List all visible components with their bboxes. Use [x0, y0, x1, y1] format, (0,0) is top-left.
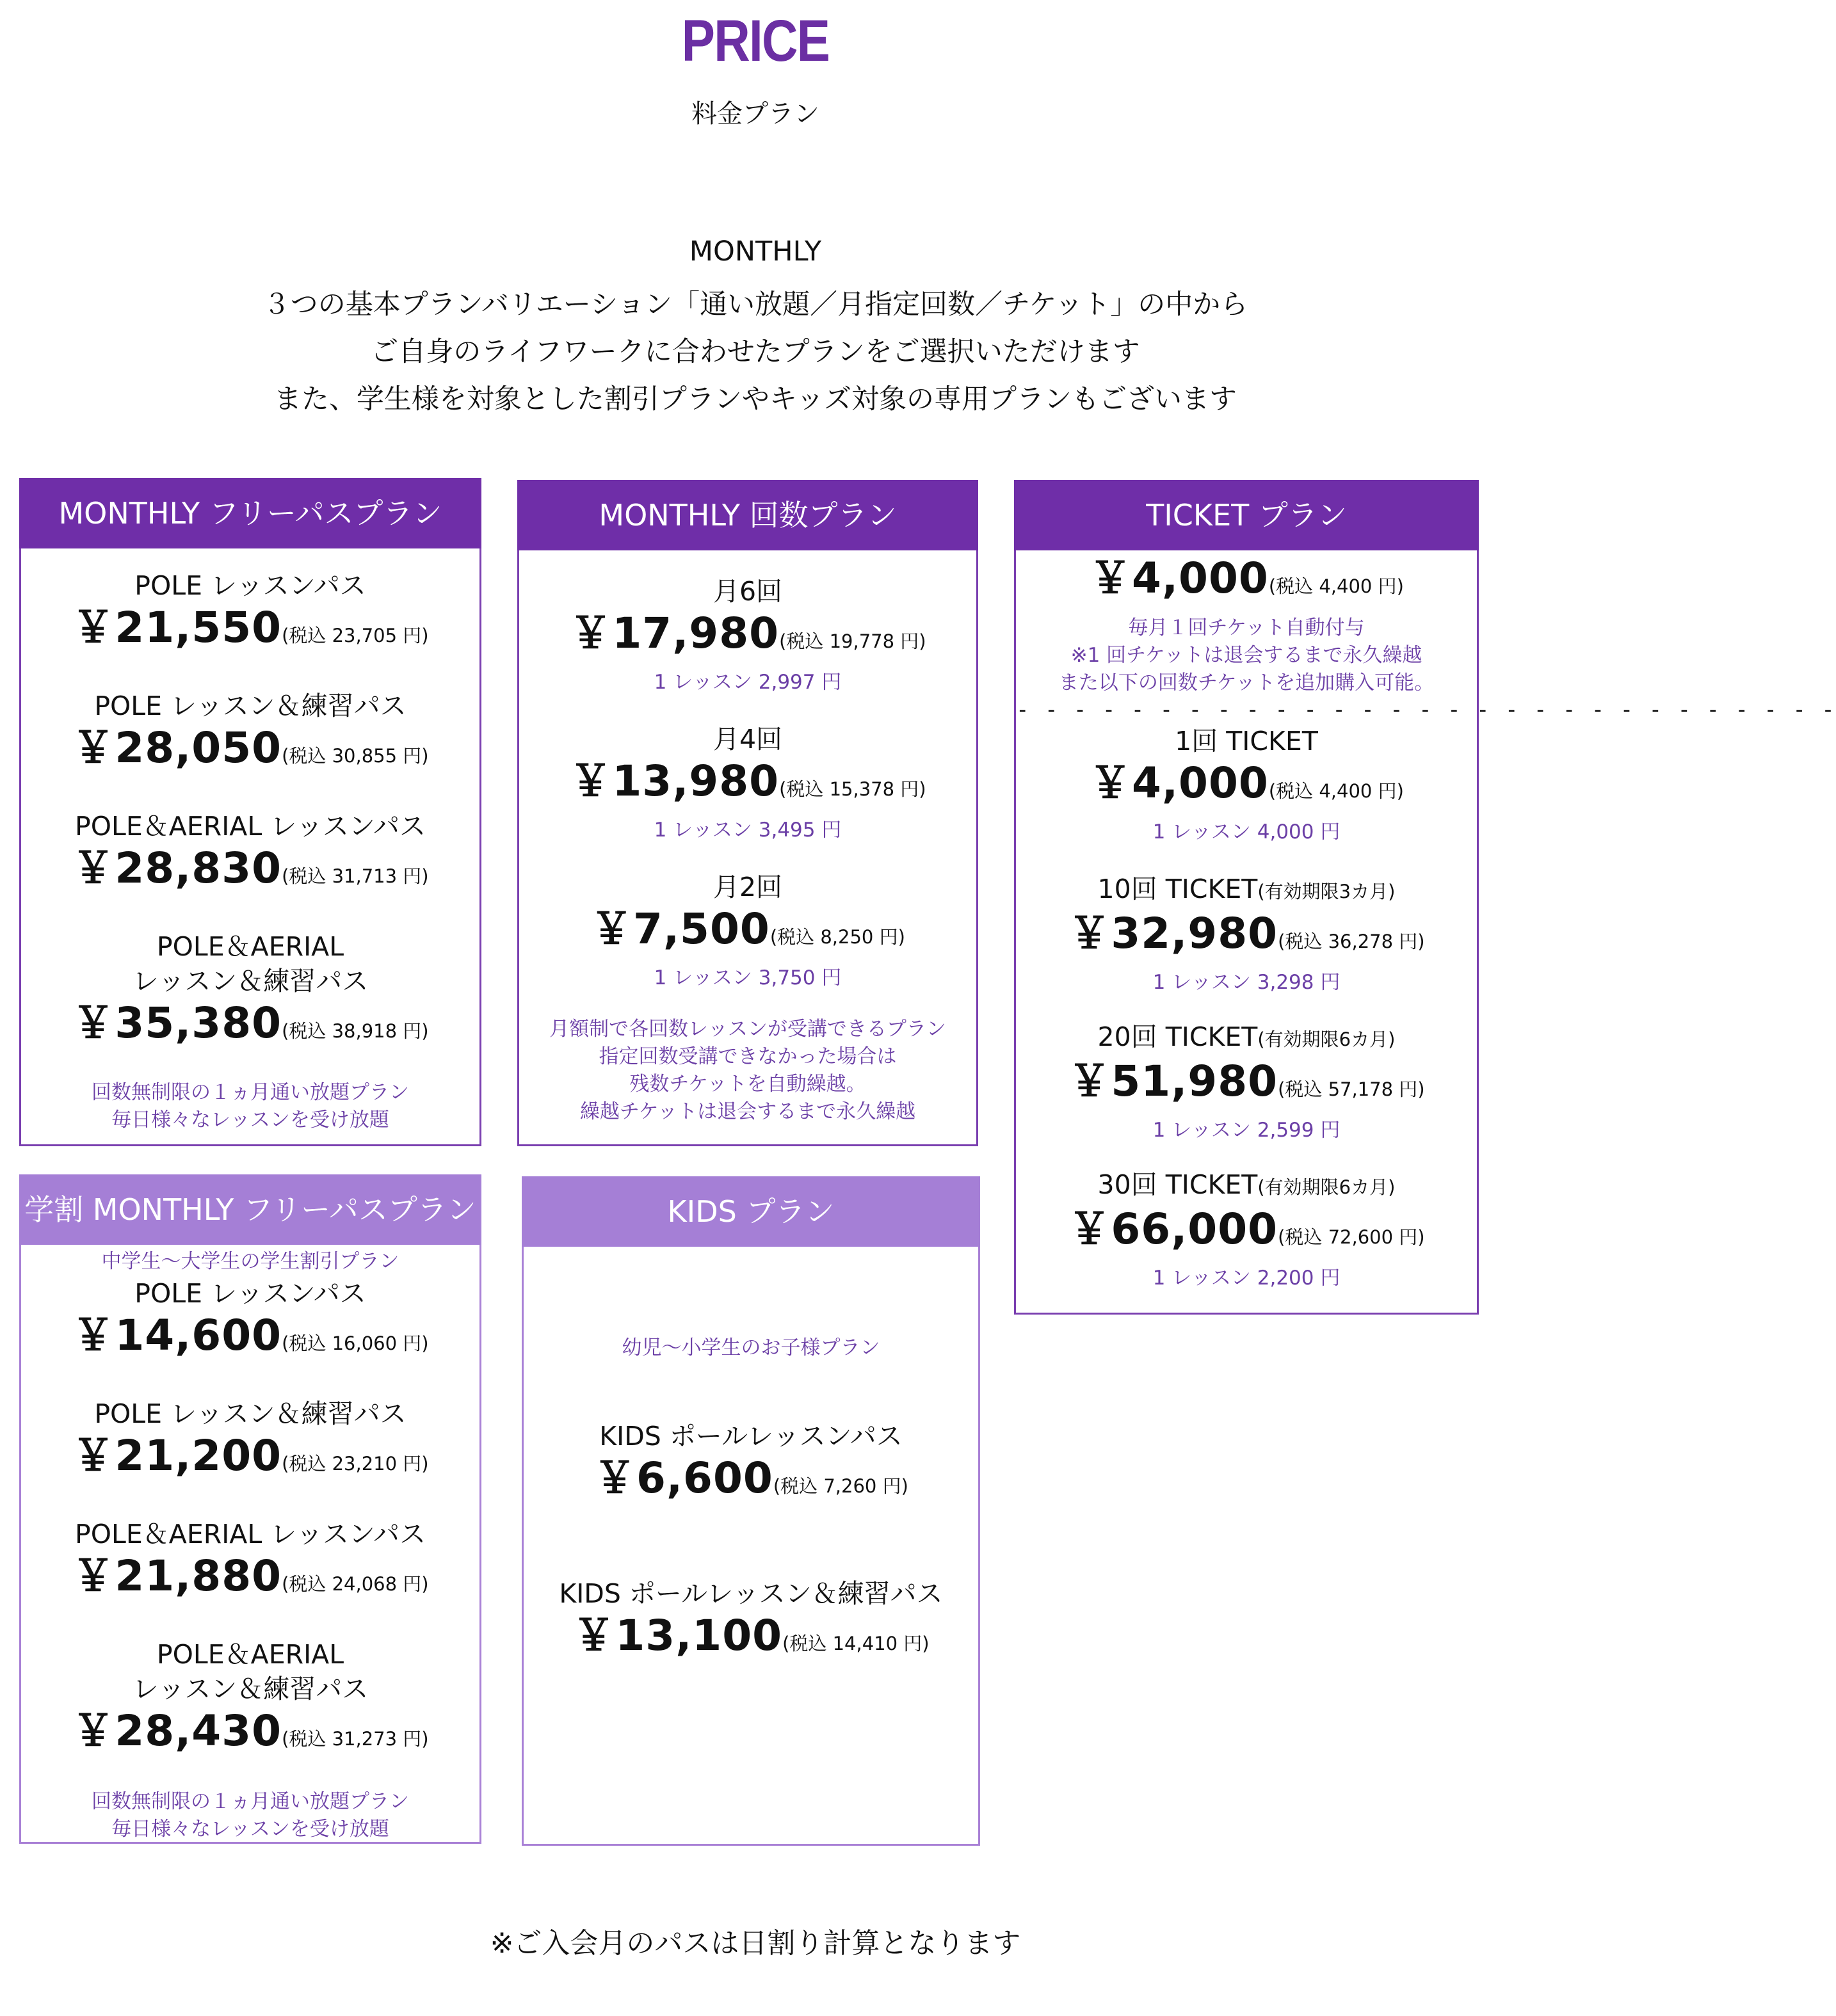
tax-price: (税込 19,778 円) — [779, 630, 926, 652]
ticket-item — [1016, 724, 1477, 845]
tax-price: (税込 24,068 円) — [282, 1573, 429, 1595]
tax-price: (税込 7,260 円) — [773, 1475, 908, 1497]
tax-price: (税込 4,400 円) — [1268, 575, 1404, 597]
plan-item — [21, 1396, 479, 1492]
note-line: 月額制で各回数レッスンが受講できるプラン — [549, 1018, 946, 1041]
card-notes — [21, 1788, 479, 1843]
note-line: 幼児～小学生のお子様プラン — [622, 1336, 880, 1359]
ticket-item — [1016, 872, 1477, 995]
ticket-validity: (有効期限6カ月) — [1257, 1176, 1396, 1198]
per-lesson-price: 1 レッスン 3,298 円 — [1152, 971, 1341, 994]
plan-name: KIDS ポールレッスンパス — [599, 1421, 903, 1452]
dashed-divider: - - - - - - - - - - - - - - - - - - - - - - - - - - - - - — [1016, 697, 1836, 723]
tax-price: (税込 14,410 円) — [782, 1633, 930, 1654]
plan-item — [519, 722, 976, 843]
price: ￥32,980 — [1068, 909, 1278, 958]
card-title: 学割 MONTHLY フリーパスプラン — [19, 1174, 481, 1245]
ticket-name: 10回 TICKET — [1097, 874, 1258, 904]
plan-name: POLE＆AERIAL — [156, 1639, 344, 1670]
tax-price: (税込 38,918 円) — [282, 1020, 429, 1042]
plan-item — [21, 1637, 479, 1767]
per-lesson-price: 1 レッスン 4,000 円 — [1152, 820, 1341, 844]
plan-item — [21, 568, 479, 664]
plan-item — [524, 1419, 978, 1514]
price: ￥28,430 — [72, 1706, 282, 1756]
ticket-plan-card — [1014, 480, 1836, 1315]
tax-price: (税込 15,378 円) — [779, 778, 926, 800]
plan-name: 月2回 — [713, 872, 783, 902]
price: ￥35,380 — [72, 998, 282, 1048]
tax-price: (税込 72,600 円) — [1278, 1226, 1425, 1248]
note-line: 繰越チケットは退会するまで永久繰越 — [579, 1100, 916, 1123]
ticket-validity: (有効期限3カ月) — [1257, 881, 1396, 902]
footer-note: ※ご入会月のパスは日割り計算となります — [490, 1927, 1021, 1960]
price: ￥4,000 — [1089, 758, 1269, 808]
note-line: また以下の回数チケットを追加購入可能。 — [1058, 671, 1435, 694]
intro-line: ご自身のライフワークに合わせたプランをご選択いただけます — [371, 336, 1140, 368]
plan-item — [21, 1517, 479, 1612]
plan-name: KIDS ポールレッスン＆練習パス — [559, 1578, 943, 1609]
tax-price: (税込 23,210 円) — [282, 1453, 429, 1475]
ticket-validity: (有効期限6カ月) — [1257, 1028, 1396, 1050]
price: ￥21,550 — [72, 603, 282, 652]
card-title: KIDS プラン — [522, 1176, 980, 1247]
intro-line: また、学生様を対象とした割引プランやキッズ対象の専用プランもございます — [273, 383, 1237, 415]
ticket-name: 30回 TICKET — [1097, 1169, 1258, 1200]
price: ￥28,830 — [72, 844, 282, 893]
plan-item — [21, 1276, 479, 1372]
note-line: 回数無制限の１ヵ月通い放題プラン — [92, 1790, 409, 1813]
note-line: 指定回数受講できなかった場合は — [599, 1045, 897, 1068]
plan-item — [519, 870, 976, 991]
plan-item — [519, 574, 976, 695]
tax-price: (税込 16,060 円) — [282, 1332, 429, 1354]
tax-price: (税込 31,713 円) — [282, 865, 429, 887]
student-plan-card — [19, 1174, 481, 1844]
plan-name: POLE レッスンパス — [134, 1278, 366, 1309]
page-title: PRICE — [681, 8, 830, 74]
card-notes — [519, 1016, 976, 1126]
tax-price: (税込 4,400 円) — [1268, 780, 1404, 802]
tax-price: (税込 36,278 円) — [1278, 931, 1425, 952]
kids-plan-card — [522, 1176, 980, 1846]
plan-name: POLE＆AERIAL — [156, 931, 344, 962]
note-line: 毎日様々なレッスンを受け放題 — [111, 1108, 389, 1132]
price: ￥7,500 — [590, 904, 770, 954]
plan-name: POLE レッスン＆練習パス — [94, 691, 407, 721]
tax-price: (税込 30,855 円) — [282, 745, 429, 767]
tax-price: (税込 23,705 円) — [282, 625, 429, 646]
ticket-name: 1回 TICKET — [1175, 726, 1318, 756]
card-subnote — [21, 1248, 479, 1276]
monthly-heading: MONTHLY — [689, 236, 822, 268]
plan-name-line2: レッスン＆練習パス — [132, 1674, 369, 1704]
price: ￥66,000 — [1068, 1204, 1278, 1254]
plan-item — [524, 1576, 978, 1672]
free-pass-plan-card — [19, 478, 481, 1146]
per-lesson-price: 1 レッスン 3,495 円 — [654, 819, 842, 842]
note-line: 残数チケットを自動繰越。 — [629, 1073, 866, 1096]
per-lesson-price: 1 レッスン 2,997 円 — [654, 671, 842, 694]
tax-price: (税込 31,273 円) — [282, 1728, 429, 1750]
price: ￥13,100 — [572, 1611, 783, 1660]
note-line: ※1 回チケットは退会するまで永久繰越 — [1070, 644, 1422, 667]
price: ￥21,200 — [72, 1431, 282, 1480]
ticket-item — [1016, 1167, 1477, 1291]
card-title: TICKET プラン — [1014, 480, 1479, 550]
price: ￥13,980 — [569, 756, 780, 806]
per-lesson-price: 1 レッスン 2,200 円 — [1152, 1267, 1341, 1290]
card-subnote — [524, 1334, 978, 1362]
tax-price: (税込 8,250 円) — [769, 926, 905, 948]
intro-line: ３つの基本プランバリエーション「通い放題／月指定回数／チケット」の中から — [262, 289, 1248, 321]
price: ￥6,600 — [593, 1453, 773, 1503]
price: ￥21,880 — [72, 1551, 282, 1601]
price: ￥28,050 — [72, 723, 282, 772]
price: ￥14,600 — [72, 1311, 282, 1360]
base-ticket — [1016, 554, 1836, 723]
per-lesson-price: 1 レッスン 3,750 円 — [654, 966, 842, 989]
plan-item — [21, 929, 479, 1059]
note-line: 回数無制限の１ヵ月通い放題プラン — [92, 1081, 409, 1104]
plan-name: 月6回 — [713, 576, 783, 607]
page-subtitle: 料金プラン — [691, 99, 819, 129]
note-line: 毎月１回チケット自動付与 — [1128, 616, 1365, 639]
card-notes — [21, 1079, 479, 1134]
plan-item — [21, 689, 479, 784]
ticket-name: 20回 TICKET — [1097, 1021, 1258, 1052]
tax-price: (税込 57,178 円) — [1278, 1078, 1425, 1100]
card-title: MONTHLY フリーパスプラン — [19, 478, 481, 548]
plan-item — [21, 809, 479, 904]
note-line: 毎日様々なレッスンを受け放題 — [111, 1818, 389, 1841]
per-lesson-price: 1 レッスン 2,599 円 — [1152, 1119, 1341, 1142]
card-title: MONTHLY 回数プラン — [517, 480, 978, 550]
plan-name: POLE＆AERIAL レッスンパス — [75, 1519, 426, 1549]
price: ￥51,980 — [1068, 1057, 1278, 1106]
plan-name: POLE＆AERIAL レッスンパス — [75, 811, 426, 842]
plan-name: POLE レッスン＆練習パス — [94, 1398, 407, 1429]
price: ￥17,980 — [569, 609, 780, 658]
plan-name: 月4回 — [713, 724, 783, 755]
plan-name: POLE レッスンパス — [134, 570, 366, 601]
plan-name-line2: レッスン＆練習パス — [132, 966, 369, 996]
price: ￥4,000 — [1089, 554, 1269, 603]
note-line: 中学生～大学生の学生割引プラン — [101, 1250, 399, 1273]
count-plan-card — [517, 480, 978, 1146]
ticket-item — [1016, 1020, 1477, 1143]
